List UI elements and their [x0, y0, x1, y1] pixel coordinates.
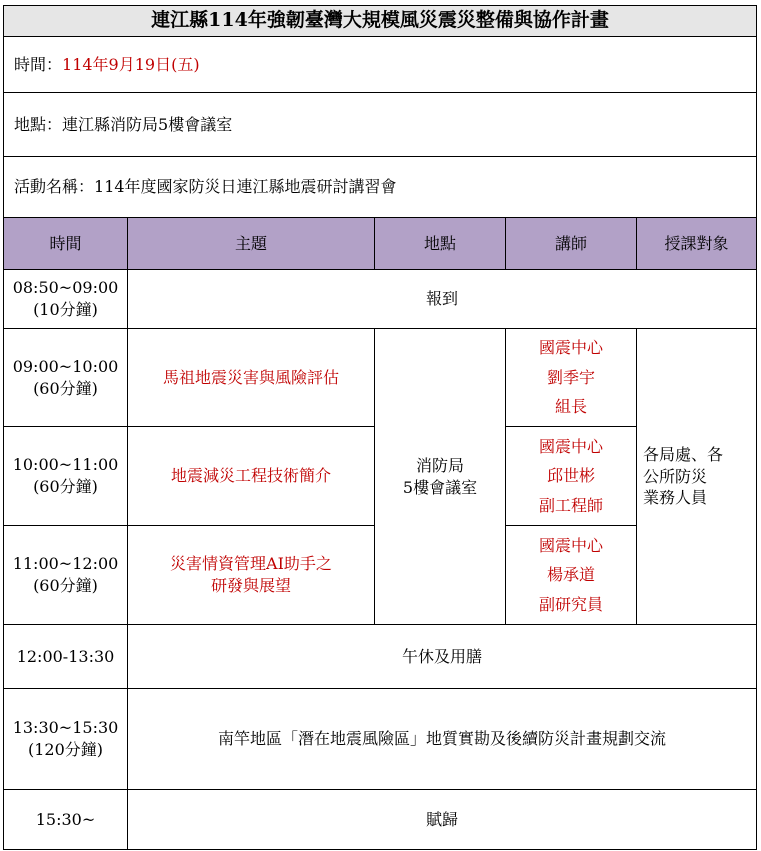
info-date-label: 時間： [14, 54, 63, 74]
row-topic: 災害情資管理AI助手之 研發與展望 [128, 526, 375, 625]
row-topic: 地震減災工程技術簡介 [128, 427, 375, 526]
row-speaker: 國震中心 楊承道 副研究員 [506, 526, 637, 625]
session-audience: 各局處、各 公所防災 業務人員 [637, 329, 757, 625]
info-place-value: 連江縣消防局5樓會議室 [62, 114, 233, 134]
row-content: 報到 [128, 270, 757, 329]
row-time: 08:50~09:00 (10分鐘) [4, 270, 128, 329]
row-content: 南竿地區「潛在地震風險區」地質實勘及後續防災計畫規劃交流 [128, 689, 757, 790]
row-time: 15:30~ [4, 790, 128, 850]
info-activity [4, 157, 757, 218]
header-location: 地點 [375, 218, 506, 270]
info-date [4, 37, 757, 93]
header-speaker: 講師 [506, 218, 637, 270]
row-topic: 馬祖地震災害與風險評估 [128, 329, 375, 427]
session-location: 消防局 5樓會議室 [375, 329, 506, 625]
table-row [4, 625, 757, 689]
row-time: 12:00-13:30 [4, 625, 128, 689]
row-time: 11:00~12:00 (60分鐘) [4, 526, 128, 625]
row-content: 午休及用膳 [128, 625, 757, 689]
info-date-value: 114年9月19日(五) [62, 54, 200, 74]
row-time: 09:00~10:00 (60分鐘) [4, 329, 128, 427]
info-place-label: 地點： [14, 114, 63, 134]
info-activity-value: 114年度國家防災日連江縣地震研討講習會 [94, 177, 397, 197]
row-content: 賦歸 [128, 790, 757, 850]
document-title: 連江縣114年強韌臺灣大規模風災震災整備與協作計畫 [4, 6, 757, 37]
info-activity-label: 活動名稱： [14, 177, 95, 197]
row-speaker: 國震中心 邱世彬 副工程師 [506, 427, 637, 526]
table-row [4, 689, 757, 790]
header-topic: 主題 [128, 218, 375, 270]
table-row [4, 270, 757, 329]
header-time: 時間 [4, 218, 128, 270]
table-row [4, 329, 757, 427]
header-audience: 授課對象 [637, 218, 757, 270]
info-place [4, 93, 757, 157]
table-row [4, 790, 757, 850]
schedule-table [3, 5, 757, 850]
header-row [4, 218, 757, 270]
row-speaker: 國震中心 劉季宇 組長 [506, 329, 637, 427]
row-time: 10:00~11:00 (60分鐘) [4, 427, 128, 526]
row-time: 13:30~15:30 (120分鐘) [4, 689, 128, 790]
